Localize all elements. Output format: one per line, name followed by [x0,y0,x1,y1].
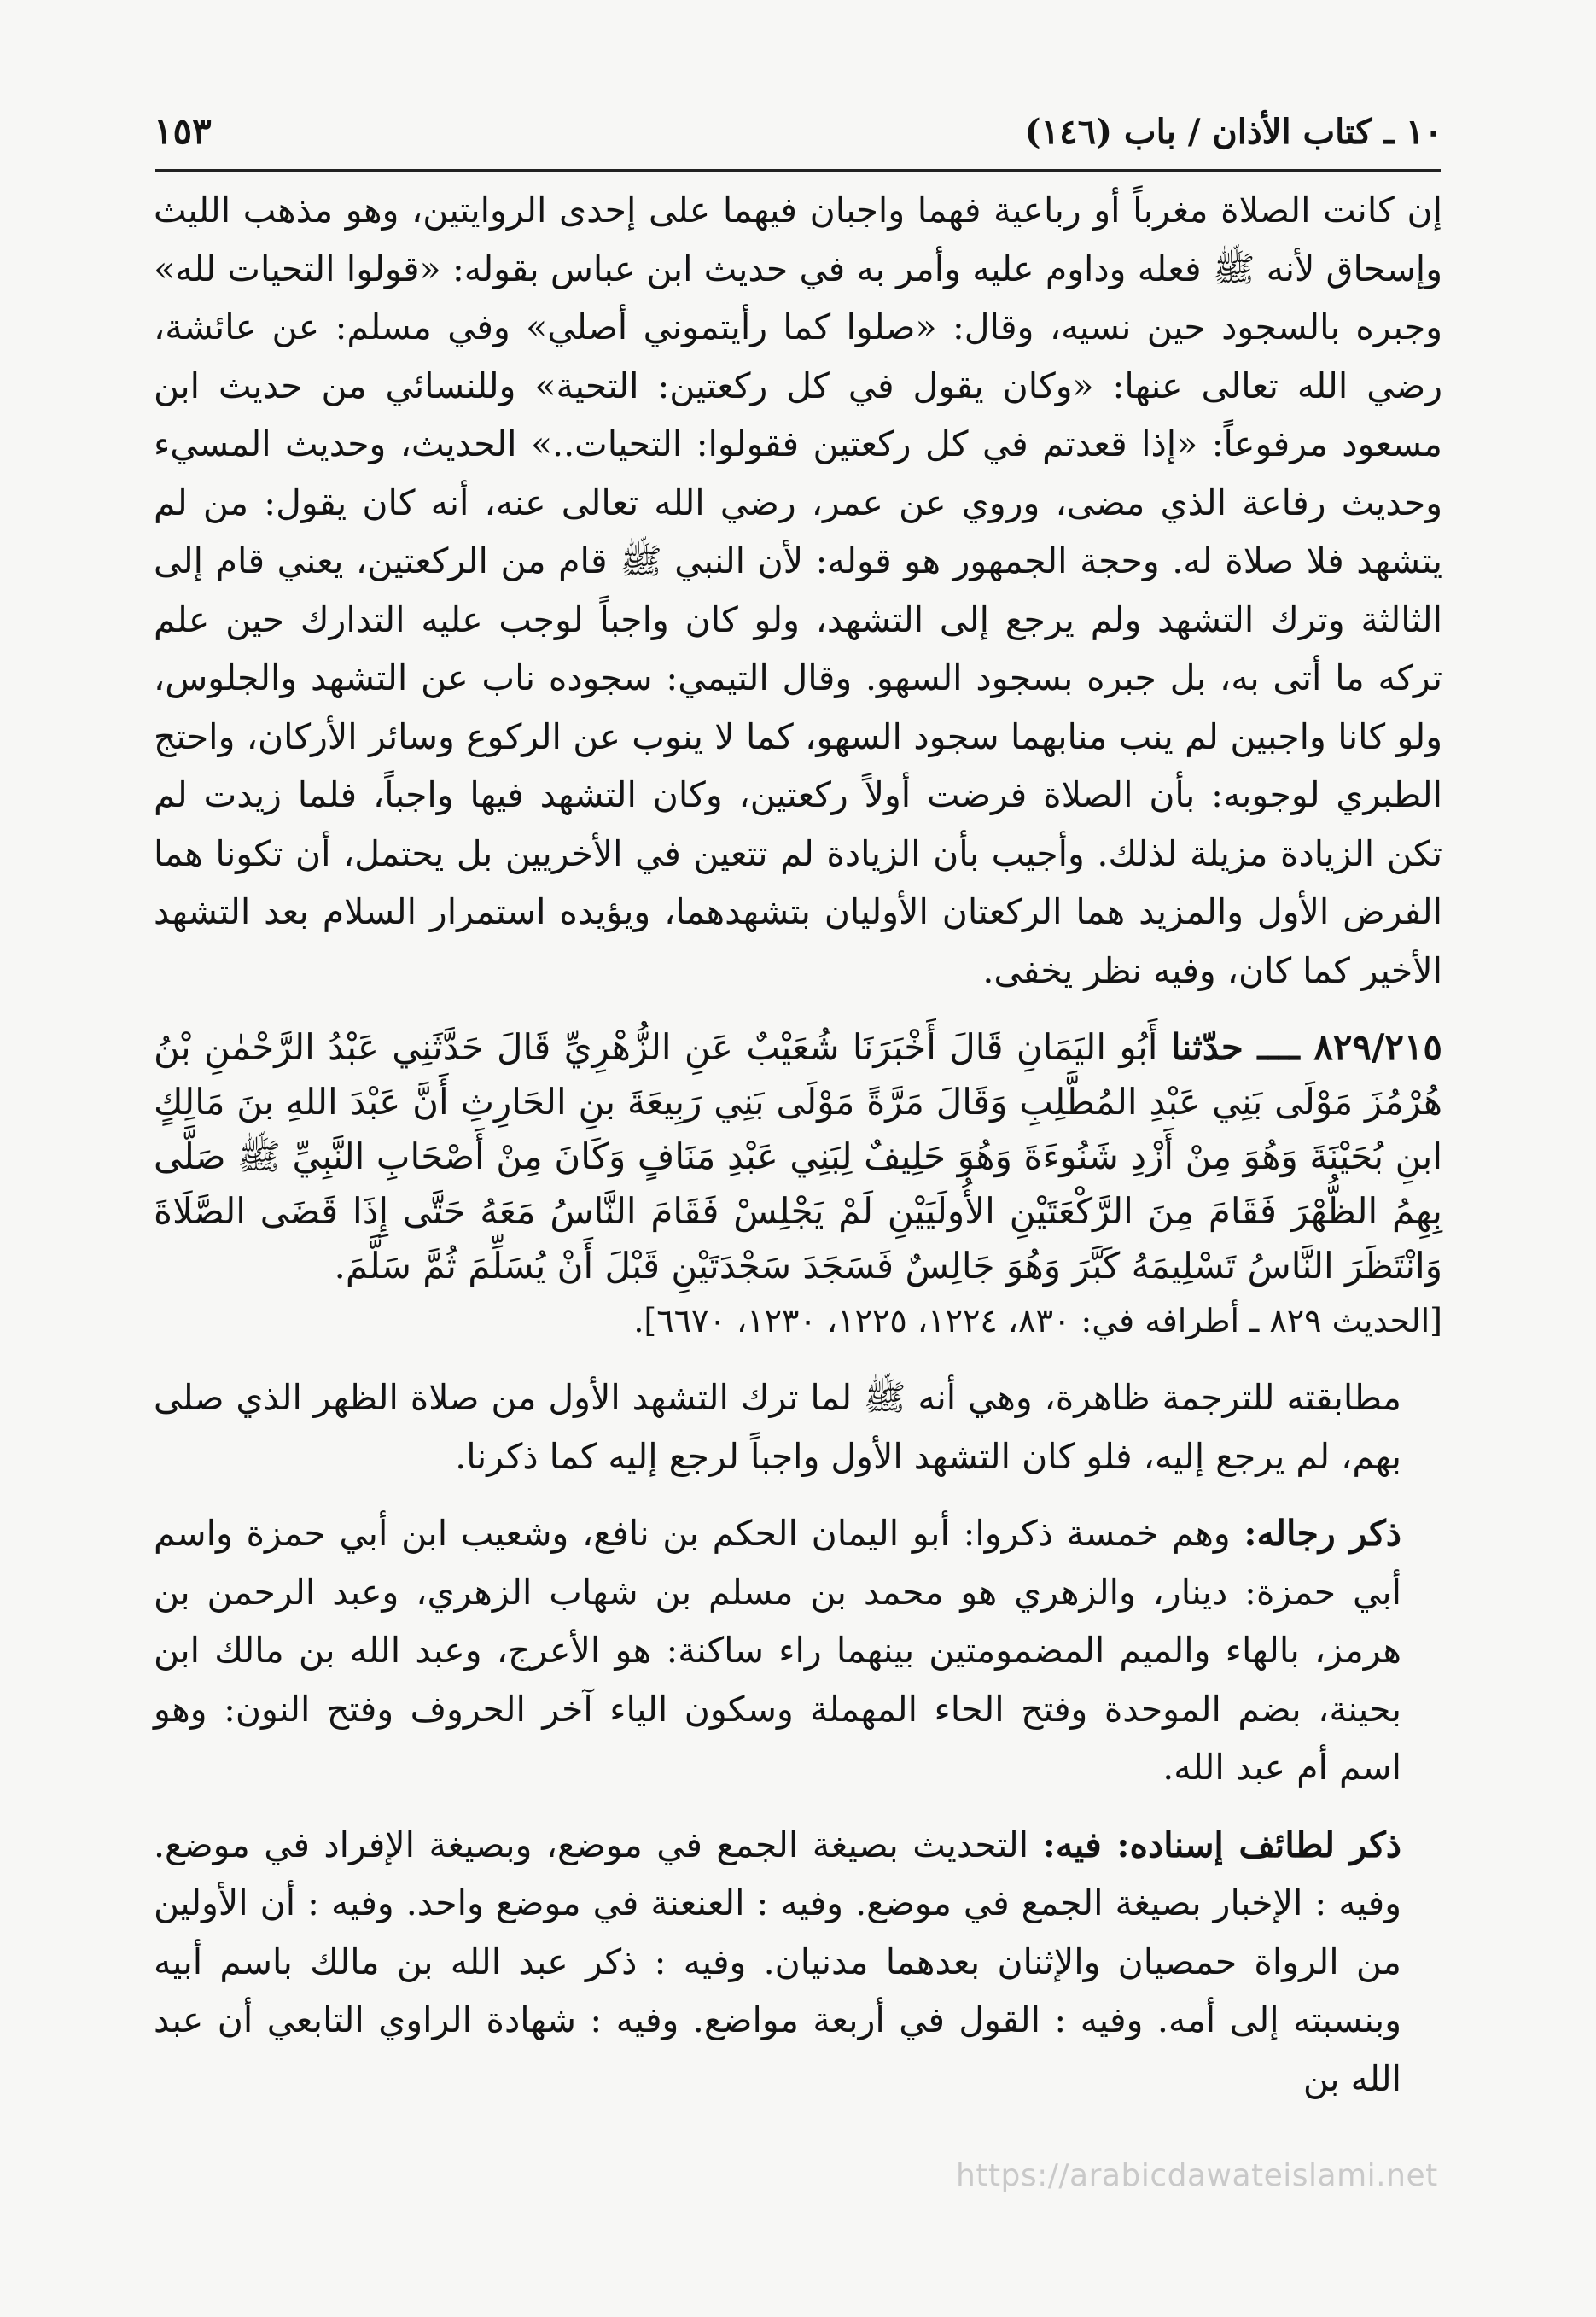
page-number: ١٥٣ [154,110,212,152]
hadith-number: ٨٢٩/٢١٥ [1313,1026,1442,1068]
hadith-dash: ــــ [1243,1026,1314,1068]
haddathana-keyword: حدّثنا [1170,1026,1244,1068]
narrators-section [154,1504,1442,1797]
header-divider [155,169,1441,172]
narrators-heading: ذكر رجاله: [1244,1513,1401,1554]
hadith-cross-reference: [الحديث ٨٢٩ ـ أطرافه في: ٨٣٠، ١٢٢٤، ١٢٢٥، ١٢٣٠، ٦٦٧٠]. [633,1302,1442,1339]
isnad-subtleties-text: التحديث بصيغة الجمع في موضع، وبصيغة الإفراد في موضع. وفيه : الإخبار بصيغة الجمع في موضع. وفيه : العنعنة في موضع واحد. وفيه : أن الأولين من الرواة حمصيان والإثنان بعدهما مدنيان. وفيه : ذكر عبد الله بن مالك باسم أبيه وبنسبته إلى أمه. وفيه : القول في أربعة مواضع. وفيه : شهادة الراوي التابعي أن عبد الله بن [154,1824,1401,2099]
commentary-paragraph: إن كانت الصلاة مغرباً أو رباعية فهما واجبان فيهما على إحدى الروايتين، وهو مذهب الليث وإسحاق لأنه ﷺ فعله وداوم عليه وأمر به في حديث ابن عباس بقوله: «قولوا التحيات لله» وجبره بالسجود حين نسيه، وقال: «صلوا كما رأيتموني أصلي» وفي مسلم: عن عائشة، رضي الله تعالى عنها: «وكان يقول في كل ركعتين: التحية» وللنسائي من حديث ابن مسعود مرفوعاً: «إذا قعدتم في كل ركعتين فقولوا: التحيات..» الحديث، وحديث المسيء وحديث رفاعة الذي مضى، وروي عن عمر، رضي الله تعالى عنه، أنه كان يقول: من لم يتشهد فلا صلاة له. وحجة الجمهور هو قوله: لأن النبي ﷺ قام من الركعتين، يعني قام إلى الثالثة وترك التشهد ولم يرجع إلى التشهد، ولو كان واجباً لوجب عليه التدارك حين علم تركه ما أتى به، بل جبره بسجود السهو. وقال التيمي: سجوده ناب عن التشهد والجلوس، ولو كانا واجبين لم ينب منابهما سجود السهو، كما لا ينوب عن الركوع وسائر الأركان، واحتج الطبري لوجوبه: بأن الصلاة فرضت أولاً ركعتين، وكان التشهد فيها واجباً، فلما زيدت لم تكن الزيادة مزيلة لذلك. وأجيب بأن الزيادة لم تتعين في الأخريين بل يحتمل، أن تكونا هما الفرض الأول والمزيد هما الركعتان الأوليان بتشهدهما، ويؤيده استمرار السلام بعد التشهد الأخير كما كان، وفيه نظر يخفى. [154,190,1442,991]
watermark-url: https://arabicdawateislami.net [956,2158,1438,2193]
narrators-text: وهم خمسة ذكروا: أبو اليمان الحكم بن نافع، وشعيب ابن أبي حمزة واسم أبي حمزة: دينار، والزهري هو محمد بن مسلم بن شهاب الزهري، وعبد الرحمن بن هرمز، بالهاء والميم المضمومتين بينهما راء ساكنة: هو الأعرج، وعبد الله بن مالك ابن بحينة، بضم الموحدة وفتح الحاء المهملة وسكون الياء آخر الحروف وفتح النون: وهو اسم أم عبد الله. [154,1513,1401,1788]
page-header [154,101,1442,152]
hadith-narration: أَبُو اليَمَانِ قَالَ أَخْبَرَنَا شُعَيْبٌ عَنِ الزُّهْرِيِّ قَالَ حَدَّثَنِي عَبْدُ الرَّحْمٰنِ بْنُ هُرْمُزَ مَوْلَى بَنِي عَبْدِ المُطَّلِبِ وَقَالَ مَرَّةً مَوْلَى بَنِي رَبِيعَةَ بنِ الحَارِثِ أَنَّ عَبْدَ اللهِ بنَ مَالِكٍ ابنِ بُحَيْنَةَ وَهُوَ مِنْ أَزْدِ شَنُوءَةَ وَهُوَ حَلِيفٌ لِبَنِي عَبْدِ مَنَافٍ وَكَانَ مِنْ أَصْحَابِ النَّبِيِّ ﷺ صَلَّى بِهِمُ الظُّهْرَ فَقَامَ مِنَ الرَّكْعَتَيْنِ الأُولَيَيْنِ لَمْ يَجْلِسْ فَقَامَ النَّاسُ مَعَهُ حَتَّى إِذَا قَضَى الصَّلَاةَ وَانْتَظَرَ النَّاسُ تَسْلِيمَهُ كَبَّرَ وَهُوَ جَالِسٌ فَسَجَدَ سَجْدَتَيْنِ قَبْلَ أَنْ يُسَلِّمَ ثُمَّ سَلَّمَ. [154,1026,1442,1287]
running-header-title: ١٠ ـ كتاب الأذان / باب (١٤٦) [1024,112,1442,152]
isnad-subtleties-heading: ذكر لطائف إسناده: فيه: [1042,1824,1401,1865]
isnad-subtleties-section [154,1816,1442,2109]
page-body [154,181,1442,2108]
correspondence-paragraph: مطابقته للترجمة ظاهرة، وهي أنه ﷺ لما ترك التشهد الأول من صلاة الظهر الذي صلى بهم، لم يرجع إليه، فلو كان التشهد الأول واجباً لرجع إليه كما ذكرنا. [154,1377,1401,1477]
hadith-text-block [154,1020,1442,1293]
